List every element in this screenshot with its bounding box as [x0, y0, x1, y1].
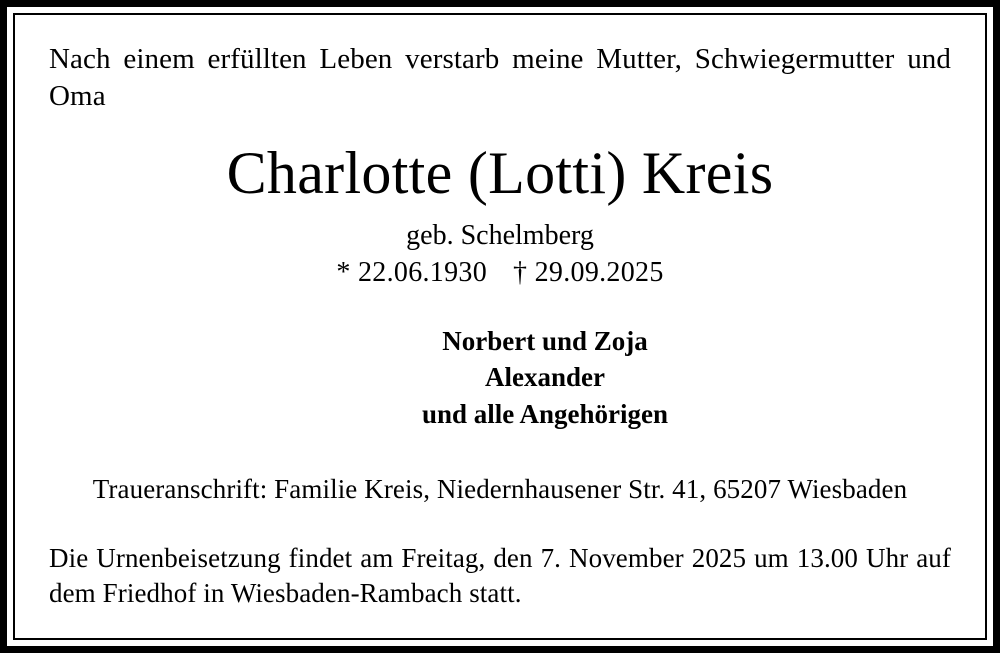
mourner-line: Norbert und Zoja — [442, 326, 648, 357]
death-symbol: † — [513, 257, 528, 289]
maiden-name: geb. Schelmberg — [406, 220, 594, 252]
mourner-line: Alexander — [485, 362, 605, 393]
death-date: 29.09.2025 — [534, 257, 664, 289]
deceased-name: Charlotte (Lotti) Kreis — [226, 140, 774, 207]
mourners-block — [49, 323, 951, 432]
intro-text: Nach einem erfüllten Leben verstarb meine Mutter, Schwiegermutter und Oma — [49, 43, 951, 113]
birth-date: 22.06.1930 — [358, 257, 487, 289]
funeral-service-info: Die Urnenbeisetzung findet am Freitag, den 7. November 2025 um 13.00 Uhr auf dem Friedhof in Wiesbaden-Rambach statt. — [49, 543, 951, 609]
life-dates — [49, 257, 951, 289]
name-block — [49, 141, 951, 289]
obituary-inner-border — [13, 13, 987, 640]
mourning-address: Traueranschrift: Familie Kreis, Niedernhausener Str. 41, 65207 Wiesbaden — [92, 474, 908, 505]
mourner-line: und alle Angehörigen — [421, 398, 669, 429]
birth-symbol: * — [336, 257, 351, 289]
